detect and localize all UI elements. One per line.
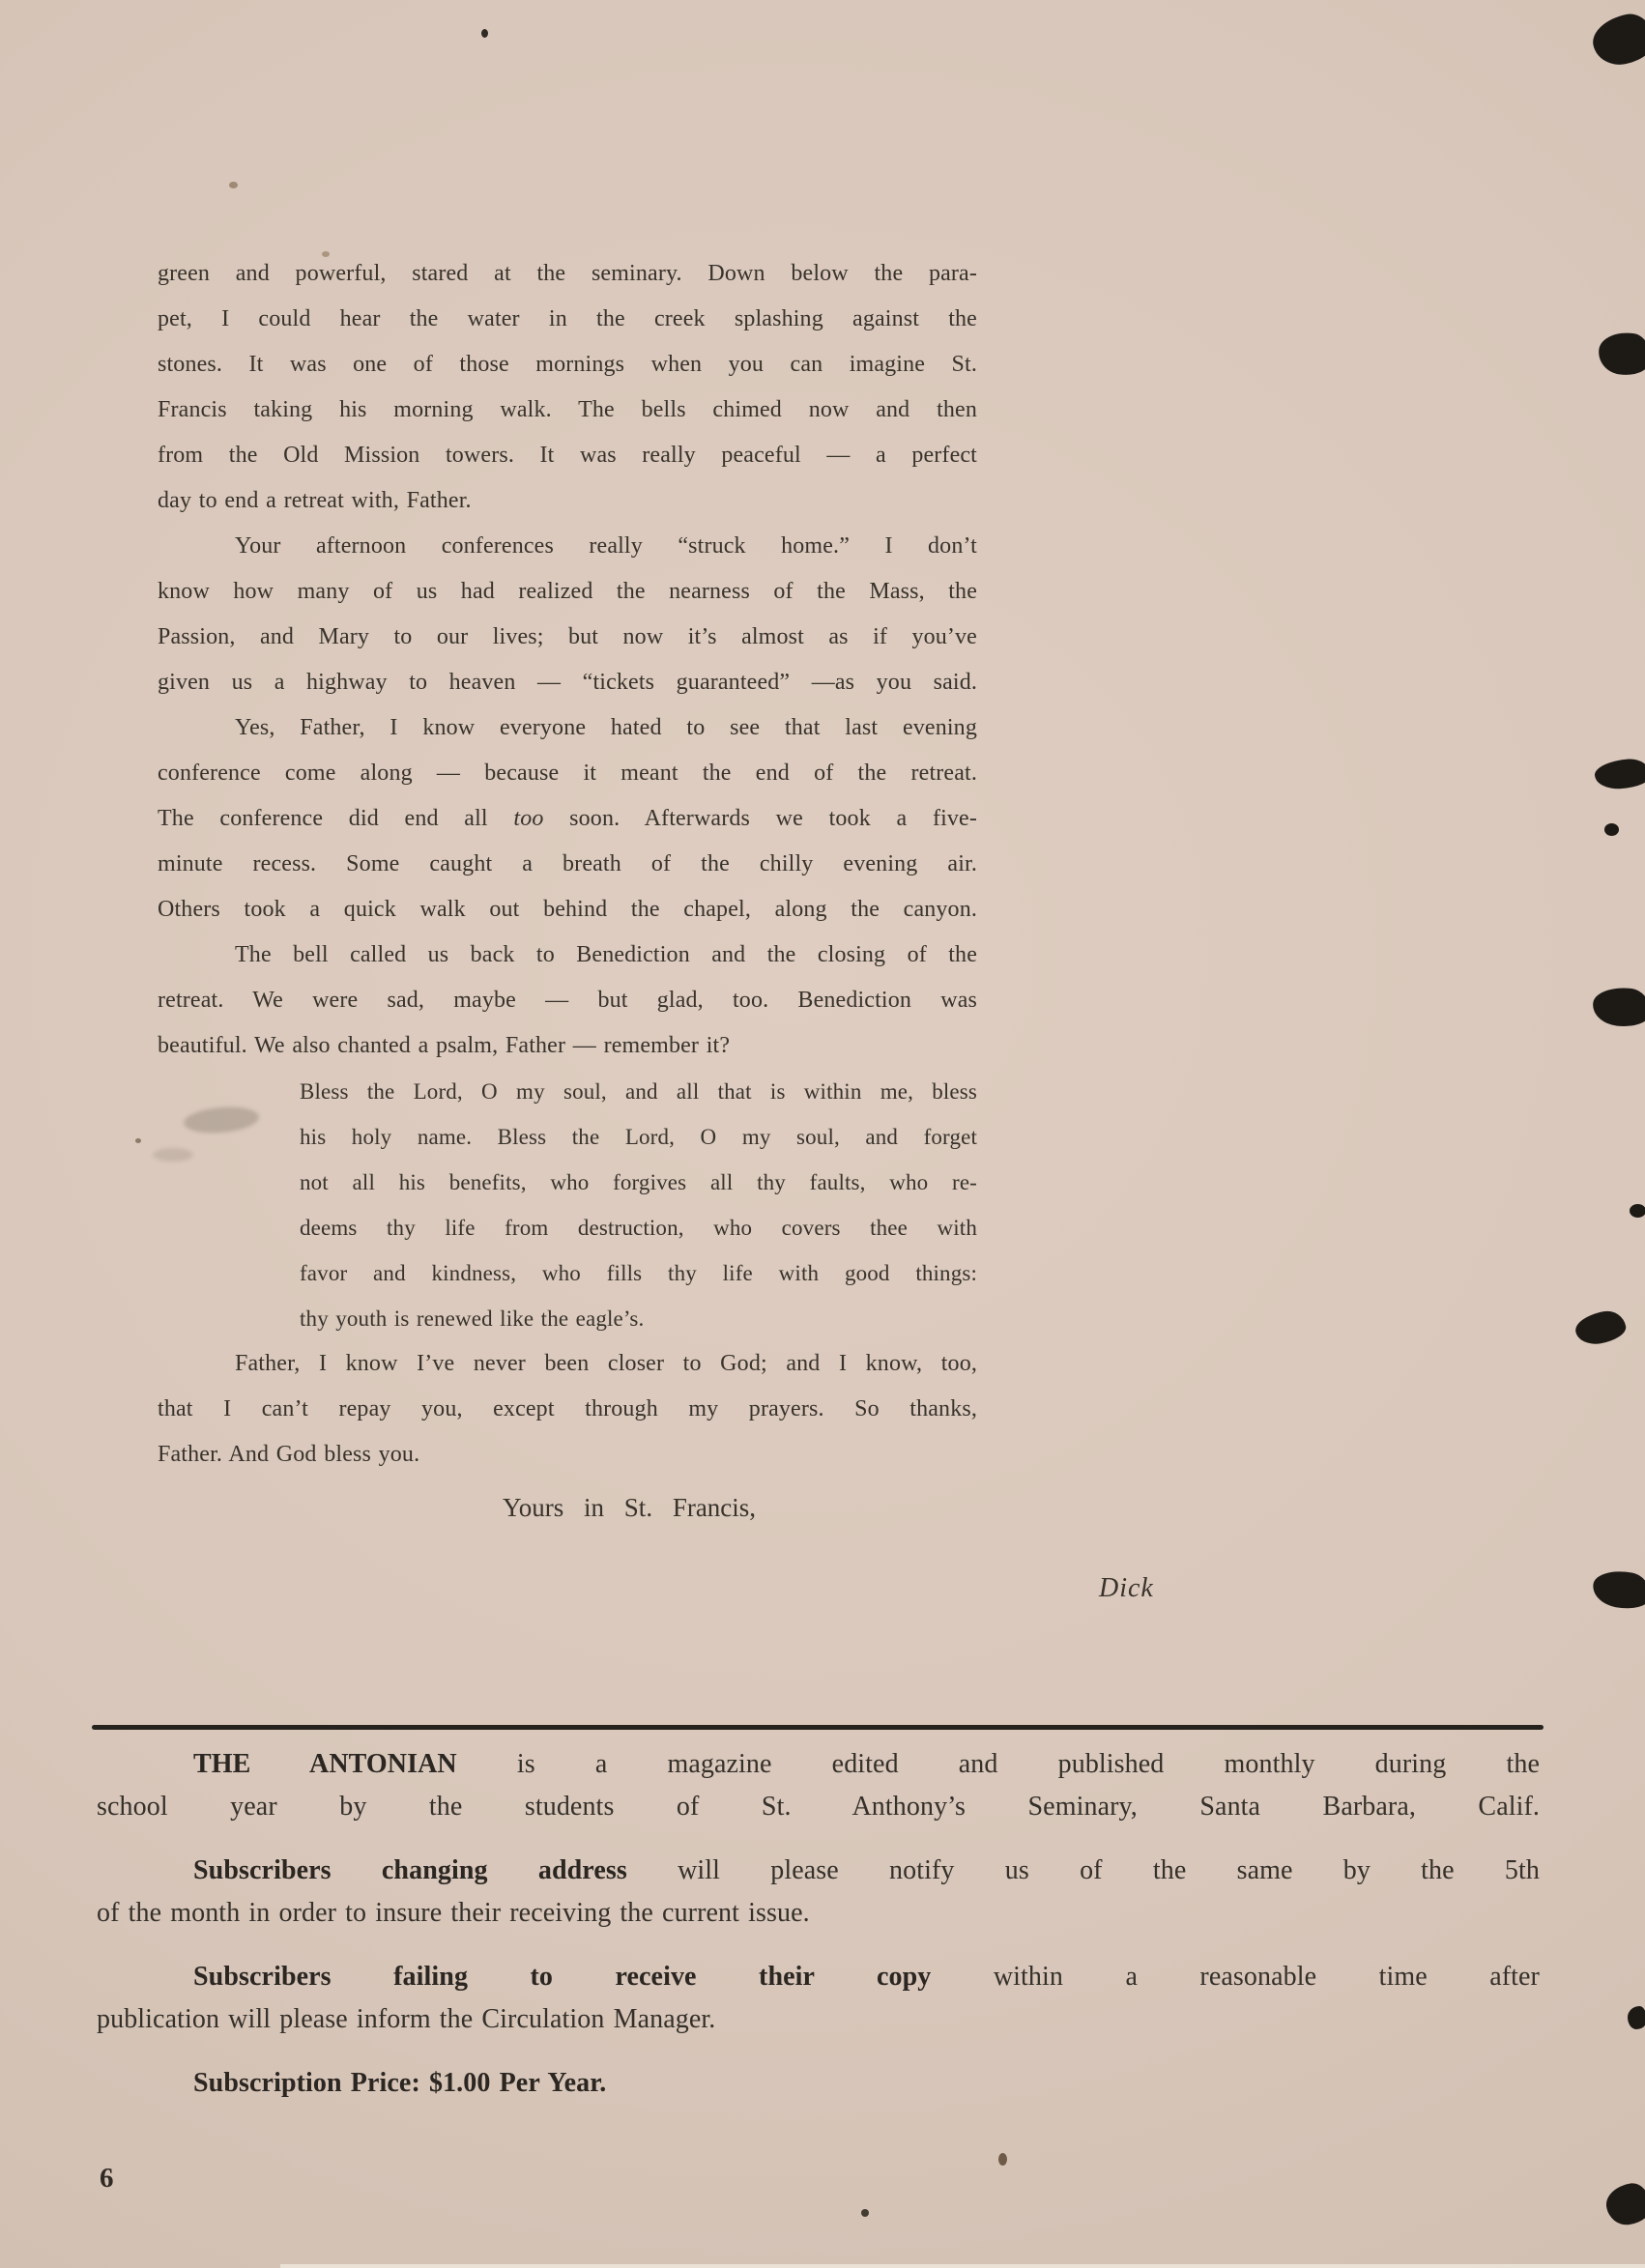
text-segment: Subscribers changing address [193,1855,627,1885]
page-number: 6 [100,2163,114,2194]
text-line [97,1892,1540,1935]
divider-rule [92,1725,1544,1730]
text-segment: his holy name. Bless the Lord, O my soul, and forget [300,1125,977,1149]
text-segment: favor and kindness, who fills thy life with good things: [300,1261,977,1285]
text-line [158,524,977,569]
text-segment: Your afternoon conferences really “struck home.” I don’t [235,533,977,559]
paper-speck [229,182,238,188]
pencil-smudge [153,1148,193,1162]
text-line [158,342,977,388]
letter-body: green and powerful, stared at the seminary. Down below the para- pet, I could hear the water in the creek splashing against the stones. It was one of those mornings when you can imagine St. Francis taking his morning walk. The bells chimed now and then from the Old Mission towers. It was really peaceful — a perfect day to end a retreat with, Father. Your afternoon conferences really “struck home.” I don’t know how many of us had realized the nearness of the Mass, the Passion, and Mary to our lives; but now it’s almost as if you’ve given us a highway to heaven — “tickets guaranteed” —as you said. Yes, Father, I know everyone hated to see that last evening conference come along — because it meant the end of the retreat. The conference did end all too soon. Afterwards we took a five- minute recess. Some caught a breath of the chilly evening air. Others took a quick walk out behind the chapel, along the canyon. The bell called us back to Benediction and the closing of the retreat. We were sad, maybe — but glad, too. Benediction was beautiful. We also chanted a psalm, Father — remember it? Bless the Lord, O my soul, and all that is within me, bless his holy name. Bless the Lord, O my soul, and forget not all his benefits, who forgives all thy faults, who re- deems thy life from destruction, who covers thee with favor and kindness, who fills thy life with good things: thy youth is renewed like the eagle’s. Father, I know I’ve never been closer to God; and I know, too, that I can’t repay you, except through my prayers. So thanks, Father. And God bless you. Yours in St. Francis, Dick [158,251,977,1611]
text-line [158,933,977,978]
text-segment: The conference did end all [158,806,514,831]
text-line [158,705,977,751]
ink-blot [1590,1566,1645,1613]
text-line [158,1023,977,1069]
text-line [158,251,977,297]
text-segment: of the month in order to insure their receiving the current issue. [97,1898,810,1928]
text-segment: that I can’t repay you, except through my prayers. So thanks, [158,1396,977,1421]
text-segment: Others took a quick walk out behind the chapel, along the canyon. [158,897,977,922]
text-segment: too [513,806,544,831]
footer-note [97,1850,1540,1935]
text-line [300,1114,977,1160]
text-segment: not all his benefits, who forgives all thy faults, who re- [300,1170,977,1194]
letter-paragraphs [158,251,977,1069]
text-line [158,887,977,933]
text-segment: minute recess. Some caught a breath of the chilly evening air. [158,851,977,876]
text-segment: know how many of us had realized the nearness of the Mass, the [158,579,977,604]
ink-blot [1591,985,1645,1029]
closing-line: Yours in St. Francis, [503,1493,757,1522]
footer-notes [97,1743,1540,2126]
text-line [300,1069,977,1114]
text-line [158,388,977,433]
text-line [300,1160,977,1205]
paper-speck [322,251,330,257]
text-segment: Bless the Lord, O my soul, and all that is within me, bless [300,1079,977,1104]
text-line [158,1341,977,1387]
ink-blot [1630,1204,1645,1218]
letter-final-paragraph [158,1341,977,1478]
scan-edge [280,2264,1645,2268]
ink-blot [1589,10,1645,70]
ink-blot [1596,329,1645,378]
text-segment: stones. It was one of those mornings when you can imagine St. [158,352,977,377]
text-segment: will please notify us of the same by the 5th [626,1855,1540,1885]
ink-blot [1628,2006,1645,2029]
text-line [300,1250,977,1296]
text-line [158,615,977,660]
text-segment: publication will please inform the Circulation Manager. [97,2004,716,2034]
footer-note [97,1743,1540,1828]
text-segment: retreat. We were sad, maybe — but glad, too. Benediction was [158,988,977,1013]
ink-blot [1604,823,1619,836]
text-segment: Subscribers failing to receive their copy [193,1962,932,1992]
text-segment: within a reasonable time after [931,1962,1540,1992]
text-line [158,1432,977,1478]
text-line [158,569,977,615]
paper-speck [861,2209,869,2217]
text-segment: given us a highway to heaven — “tickets guaranteed” —as you said. [158,670,977,695]
text-line [300,1296,977,1341]
text-segment: conference come along — because it meant the end of the retreat. [158,761,977,786]
text-segment: pet, I could hear the water in the creek splashing against the [158,306,977,331]
text-segment: Subscription Price: $1.00 Per Year. [193,2068,607,2098]
text-segment: deems thy life from destruction, who covers thee with [300,1216,977,1240]
text-line [158,660,977,705]
text-line [97,1743,1540,1786]
text-segment: Passion, and Mary to our lives; but now it’s almost as if you’ve [158,624,977,649]
text-line [158,751,977,796]
text-line [158,796,977,842]
paper-speck [135,1138,141,1143]
text-line [158,1387,977,1432]
text-line [158,433,977,478]
text-segment: day to end a retreat with, Father. [158,488,472,513]
ink-blot [1594,758,1645,790]
text-segment: is a magazine edited and published monthly during the [456,1749,1540,1779]
text-line [97,1998,1540,2041]
text-segment: thy youth is renewed like the eagle’s. [300,1306,645,1331]
text-segment: Yes, Father, I know everyone hated to see that last evening [235,715,977,740]
text-segment: from the Old Mission towers. It was really peaceful — a perfect [158,443,977,468]
text-line [158,478,977,524]
text-line [97,1956,1540,1998]
text-segment: green and powerful, stared at the seminary. Down below the para- [158,261,977,286]
text-line [158,297,977,342]
text-segment: soon. Afterwards we took a five- [543,806,977,831]
text-line [158,978,977,1023]
text-line [97,1850,1540,1892]
text-segment: school year by the students of St. Anthony’s Seminary, Santa Barbara, Calif. [97,1792,1540,1822]
footer-note [97,2062,1540,2105]
text-line [300,1205,977,1250]
text-line [97,2062,1540,2105]
text-segment: Father. And God bless you. [158,1442,420,1467]
text-segment: Francis taking his morning walk. The bells chimed now and then [158,397,977,422]
blockquote-psalm [300,1069,977,1341]
text-segment: THE ANTONIAN [193,1749,457,1779]
ink-blot [1573,1308,1629,1348]
text-line [97,1786,1540,1828]
text-segment: Father, I know I’ve never been closer to God; and I know, too, [235,1351,977,1376]
text-segment: The bell called us back to Benediction and the closing of the [235,942,977,967]
paper-speck [998,2153,1007,2166]
text-line [158,842,977,887]
ink-blot [1603,2181,1645,2227]
paper-speck [481,29,488,38]
text-segment: beautiful. We also chanted a psalm, Father — remember it? [158,1033,731,1058]
footer-note [97,1956,1540,2041]
